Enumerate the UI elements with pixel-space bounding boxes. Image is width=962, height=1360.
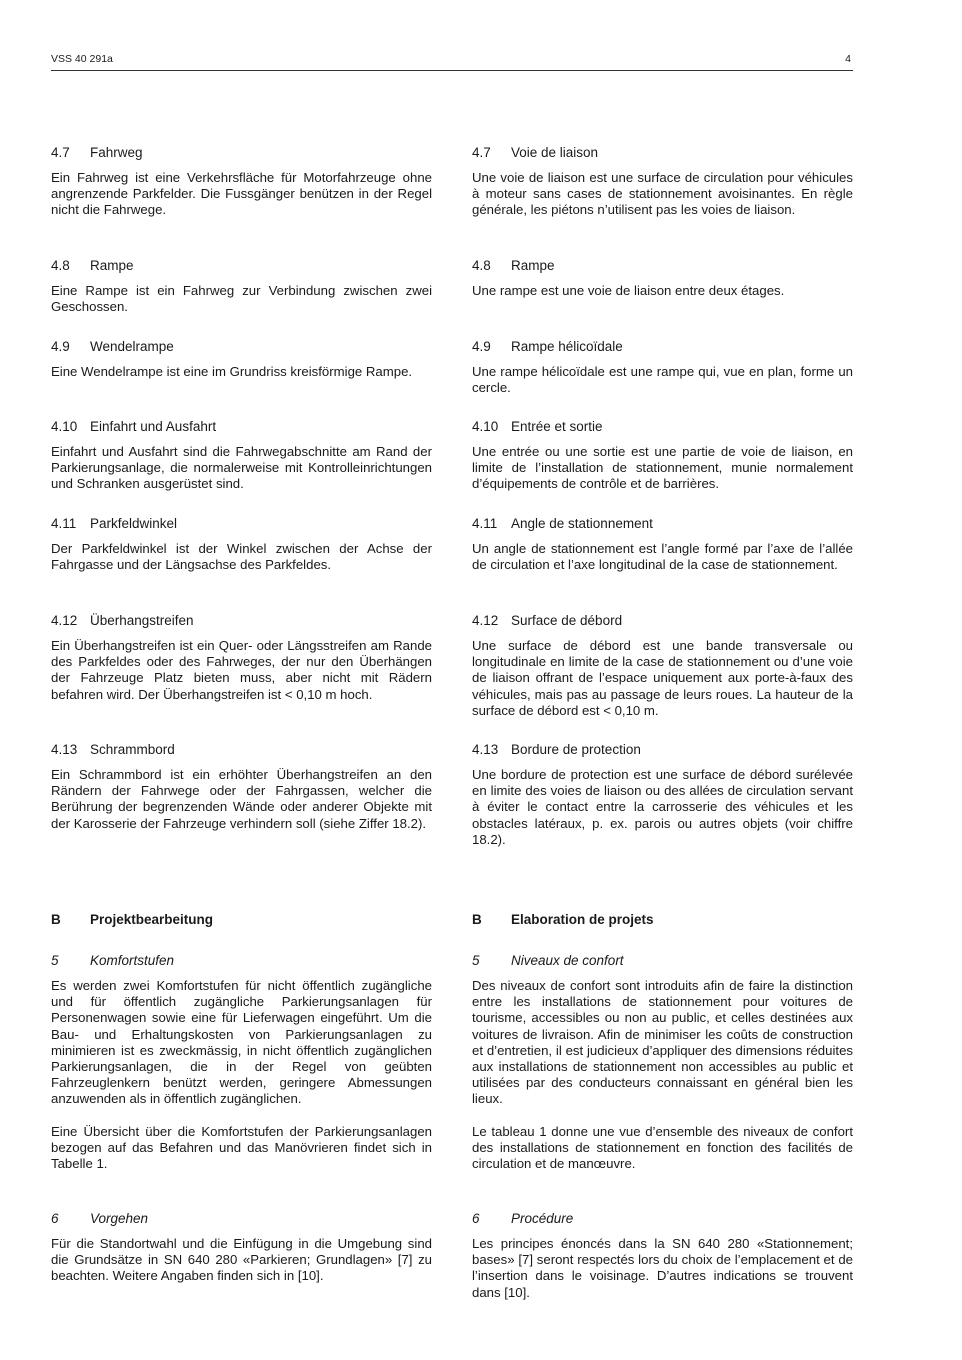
page-header [51, 52, 853, 71]
section-4-11-de [51, 516, 432, 573]
section-title: Schrammbord [90, 742, 175, 757]
section-title: Entrée et sortie [511, 419, 603, 434]
section-heading [472, 613, 853, 629]
section-text: Ein Überhangstreifen ist ein Quer- oder Längsstreifen am Rande des Parkfeldes oder des Fahrweges, der nur den Überhängen der Fahrzeuge Platz bieten muss, aber nicht mit Rädern befahren wird. Der Überhangstreifen ist < 0,10 m hoch. [51, 638, 432, 702]
chapter-heading [472, 912, 853, 928]
section-heading [51, 145, 432, 161]
section-number: 5 [51, 953, 59, 968]
section-title: Fahrweg [90, 145, 143, 160]
section-title: Surface de débord [511, 613, 623, 628]
section-text: Einfahrt und Ausfahrt sind die Fahrwegabschnitte am Rand der Parkierungsanlage, die normalerweise mit Kontrolleinrichtungen und Schranken ausgerüstet sind. [51, 444, 432, 492]
section-title: Vorgehen [90, 1211, 149, 1226]
section-heading [51, 419, 432, 435]
section-4-7-de [51, 145, 432, 219]
chapter-letter: B [472, 912, 482, 927]
section-text: Une surface de débord est une bande transversale ou longitudinale en limite de la case de stationnement ou d’une voie de liaison offrant de l’espace uniquement aux porte-à-faux des véhicules, mais pas au passage de leurs roues. La hauteur de la surface de débord est < 0,10 m. [472, 638, 853, 718]
section-text: Une rampe est une voie de liaison entre deux étages. [472, 283, 785, 298]
section-title: Rampe [511, 258, 555, 273]
section-4-9-fr [472, 339, 853, 396]
section-title: Komfortstufen [90, 953, 175, 968]
section-number: 4.7 [51, 145, 70, 160]
section-4-13-de [51, 742, 432, 832]
section-number: 4.11 [51, 516, 77, 531]
section-text: Eine Wendelrampe ist eine im Grundriss kreisförmige Rampe. [51, 364, 413, 379]
section-number: 6 [472, 1211, 480, 1226]
section-number: 5 [472, 953, 480, 968]
section-text: Eine Rampe ist ein Fahrweg zur Verbindung zwischen zwei Geschossen. [51, 283, 432, 315]
chapter-title: Projektbearbeitung [90, 912, 214, 927]
section-title: Angle de stationnement [511, 516, 653, 531]
section-heading [51, 613, 432, 629]
section-heading [472, 258, 853, 274]
page-number: 4 [845, 53, 851, 65]
section-number: 4.8 [51, 258, 70, 273]
section-text: Es werden zwei Komfortstufen für nicht öffentlich zugängliche und für öffentlich zugängliche Parkierungsanlagen für Personenwagen sowie eine für Lieferwagen eingeführt. Um die Bau- und Erhaltungskosten von Parkierungsanlagen zu minimieren ist es zweckmässig, in nicht öffentlich zugänglichen Parkierungsanlagen, die in der Regel von geübten Fahrzeuglenkern benützt werden, geringere Abmessungen anzuwenden als in öffentlich zugänglichen. [51, 978, 432, 1107]
section-heading [472, 145, 853, 161]
chapter-letter: B [51, 912, 61, 927]
section-heading [51, 742, 432, 758]
section-text-2: Le tableau 1 donne une vue d’ensemble des niveaux de confort des installations de stationnement en fonction des facilités de circulation et de manœuvre. [472, 1123, 853, 1172]
section-4-8-de [51, 258, 432, 315]
section-5-fr [472, 953, 853, 1172]
section-number: 4.9 [472, 339, 491, 354]
section-number: 4.10 [472, 419, 499, 434]
section-6-de [51, 1211, 432, 1285]
section-text: Une bordure de protection est une surface de débord surélevée en limite des voies de liaison ou des allées de circulation servant à éviter le contact entre la carrosserie des véhicules et les obstacles latéraux, p. ex. parois ou autres objets (voir chiffre 18.2). [472, 767, 853, 847]
section-title: Procédure [511, 1211, 574, 1226]
section-4-12-de [51, 613, 432, 703]
section-6-fr [472, 1211, 853, 1301]
section-number: 6 [51, 1211, 59, 1226]
section-number: 4.11 [472, 516, 498, 531]
section-heading [51, 339, 432, 355]
section-text: Des niveaux de confort sont introduits afin de faire la distinction entre les installations de stationnement pour voitures de tourisme, accessibles ou non au public, et celles destinées aux voitures de livraison. Afin de minimiser les coûts de construction et d’entretien, il est judicieux d’appliquer des dimensions réduites aux installations de stationnement non accessibles au public et utilisées par des conducteurs connaissant en général bien les lieux. [472, 978, 853, 1107]
section-number: 4.12 [472, 613, 499, 628]
section-text: Für die Standortwahl und die Einfügung in die Umgebung sind die Grundsätze in SN 640 280 «Parkieren; Grundlagen» [7] zu beachten. Weitere Angaben finden sich in [10]. [51, 1236, 432, 1284]
section-text: Une rampe hélicoïdale est une rampe qui, vue en plan, forme un cercle. [472, 364, 853, 396]
section-number: 4.12 [51, 613, 78, 628]
section-4-8-fr [472, 258, 853, 299]
section-number: 4.13 [472, 742, 499, 757]
section-title: Einfahrt und Ausfahrt [90, 419, 217, 434]
section-heading [51, 258, 432, 274]
section-number: 4.7 [472, 145, 491, 160]
section-text: Un angle de stationnement est l’angle formé par l’axe de l’allée de circulation et l’axe longitudinal de la case de stationnement. [472, 541, 853, 573]
section-heading [472, 742, 853, 758]
section-heading [472, 1211, 853, 1227]
section-number: 4.13 [51, 742, 78, 757]
section-number: 4.9 [51, 339, 70, 354]
section-heading [472, 419, 853, 435]
section-text: Ein Fahrweg ist eine Verkehrsfläche für Motorfahrzeuge ohne angrenzende Parkfelder. Die Fussgänger benützen in der Regel nicht die Fahrwege. [51, 170, 432, 218]
section-b-de [51, 912, 432, 937]
section-title: Rampe [90, 258, 134, 273]
section-title: Bordure de protection [511, 742, 641, 757]
chapter-heading [51, 912, 432, 928]
section-number: 4.10 [51, 419, 78, 434]
section-heading [472, 953, 853, 969]
section-text-2: Eine Übersicht über die Komfortstufen der Parkierungsanlagen bezogen auf das Befahren und das Manövrieren findet sich in Tabelle 1. [51, 1123, 432, 1172]
section-4-9-de [51, 339, 432, 380]
section-4-10-de [51, 419, 432, 493]
section-4-12-fr [472, 613, 853, 719]
chapter-title: Elaboration de projets [511, 912, 654, 927]
section-heading [51, 516, 432, 532]
section-text: Une entrée ou une sortie est une partie de voie de liaison, en limite de l’installation de stationnement, munie normalement d’équipements de contrôle et de barrières. [472, 444, 853, 492]
section-heading [472, 339, 853, 355]
section-title: Wendelrampe [90, 339, 174, 354]
section-title: Parkfeldwinkel [90, 516, 178, 531]
section-text: Der Parkfeldwinkel ist der Winkel zwischen der Achse der Fahrgasse und der Längsachse des Parkfeldes. [51, 541, 432, 573]
document-id: VSS 40 291a [51, 53, 113, 65]
section-heading [472, 516, 853, 532]
section-4-10-fr [472, 419, 853, 493]
section-text: Ein Schrammbord ist ein erhöhter Überhangstreifen an den Rändern der Fahrwege oder der Fahrgassen, welcher die Berührung der begrenzenden Wände oder anderer Objekte mit der Karosserie der Fahrzeuge verhindern soll (siehe Ziffer 18.2). [51, 767, 432, 831]
section-4-13-fr [472, 742, 853, 848]
section-title: Voie de liaison [511, 145, 599, 160]
section-text: Une voie de liaison est une surface de circulation pour véhicules à moteur sans cases de stationnement avoisinantes. En règle générale, les piétons n’utilisent pas les voies de liaison. [472, 170, 853, 218]
section-text: Les principes énoncés dans la SN 640 280 «Stationnement; bases» [7] seront respectés lors du choix de l’emplacement et de l’insertion dans le voisinage. D’autres indications se trouvent dans [10]. [472, 1236, 853, 1300]
section-heading [51, 953, 432, 969]
section-4-7-fr [472, 145, 853, 219]
section-4-11-fr [472, 516, 853, 573]
section-number: 4.8 [472, 258, 491, 273]
section-title: Niveaux de confort [511, 953, 624, 968]
section-5-de [51, 953, 432, 1172]
section-title: Überhangstreifen [90, 613, 194, 628]
section-title: Rampe hélicoïdale [511, 339, 623, 354]
section-heading [51, 1211, 432, 1227]
section-b-fr [472, 912, 853, 937]
